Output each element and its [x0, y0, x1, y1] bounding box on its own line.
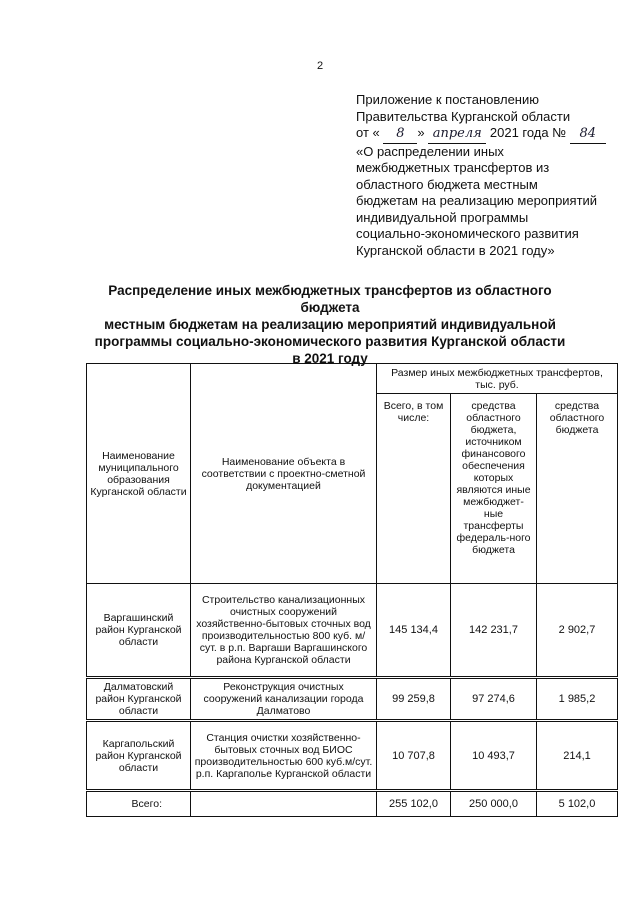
- title-line: Распределение иных межбюджетных трансфертов из областного бюджета: [108, 283, 552, 315]
- table-row: [87, 721, 618, 791]
- federal-cell: 142 231,7: [451, 584, 537, 678]
- totals-regional-cell: 5 102,0: [537, 791, 618, 817]
- regional-cell: 2 902,7: [537, 584, 618, 678]
- header-federal-funds: средства областного бюджета, источником финансового обеспечения которых являются иные межбюджет-ные трансферты федераль-ного бюджета: [451, 394, 537, 584]
- appendix-line: Правительства Курганской области: [356, 108, 571, 124]
- title-line: программы социально-экономического развития Курганской области: [94, 334, 566, 349]
- resolution-title-line: «О распределении иных: [356, 143, 504, 159]
- regional-cell: 1 985,2: [537, 678, 618, 721]
- header-object: Наименование объекта в соответствии с проектно-сметной документацией: [191, 364, 377, 584]
- transfers-table: [86, 363, 618, 817]
- document-title: [80, 282, 580, 367]
- handwritten-number: 84: [570, 126, 606, 144]
- date-prefix: от: [356, 125, 369, 140]
- federal-cell: 97 274,6: [451, 678, 537, 721]
- open-quote: «: [372, 125, 380, 140]
- municipality-cell: Каргапольский район Курганской области: [87, 721, 191, 791]
- totals-object-cell: [191, 791, 377, 817]
- totals-total-cell: 255 102,0: [377, 791, 451, 817]
- header-total: Всего, в том числе:: [377, 394, 451, 584]
- resolution-date-line: [356, 125, 626, 144]
- handwritten-month: апреля: [428, 126, 486, 144]
- federal-cell: 10 493,7: [451, 721, 537, 791]
- resolution-title-line: индивидуальной программы: [356, 209, 529, 225]
- resolution-title-line: бюджетам на реализацию мероприятий: [356, 193, 598, 208]
- appendix-block: [356, 92, 626, 259]
- object-cell: Строительство канализационных очистных сооружений хозяйственно-бытовых сточных вод производительностью 800 куб. м/сут. в р.п. Варгаши Варгашинского района Курганской области: [191, 584, 377, 678]
- table-header-row: [87, 364, 618, 394]
- total-cell: 145 134,4: [377, 584, 451, 678]
- year-text: 2021 года №: [489, 125, 567, 140]
- page-number: 2: [316, 60, 324, 72]
- header-municipality: Наименование муниципального образования Курганской области: [87, 364, 191, 584]
- header-amount-group: Размер иных межбюджетных трансфертов, тыс. руб.: [377, 364, 618, 394]
- municipality-cell: Варгашинский район Курганской области: [87, 584, 191, 678]
- resolution-title-line: областного бюджета местным: [356, 176, 538, 192]
- totals-federal-cell: 250 000,0: [451, 791, 537, 817]
- totals-label: Всего:: [87, 791, 191, 817]
- total-cell: 99 259,8: [377, 678, 451, 721]
- total-cell: 10 707,8: [377, 721, 451, 791]
- object-cell: Станция очистки хозяйственно-бытовых сточных вод БИОС производительностью 600 куб.м/сут. р.п. Каргаполье Курганской области: [191, 721, 377, 791]
- object-cell: Реконструкция очистных сооружений канализации города Далматово: [191, 678, 377, 721]
- header-regional-funds: средства областного бюджета: [537, 394, 618, 584]
- table-row: [87, 678, 618, 721]
- regional-cell: 214,1: [537, 721, 618, 791]
- close-quote: »: [417, 125, 425, 140]
- resolution-title-line: Курганской области в 2021 году»: [356, 242, 555, 258]
- title-line: в 2021 году: [292, 351, 368, 366]
- resolution-title-line: межбюджетных трансфертов из: [356, 160, 550, 175]
- table-row: [87, 584, 618, 678]
- appendix-line: Приложение к постановлению: [356, 92, 539, 107]
- municipality-cell: Далматовский район Курганской области: [87, 678, 191, 721]
- totals-row: [87, 791, 618, 817]
- title-line: местным бюджетам на реализацию мероприятий индивидуальной: [104, 317, 556, 332]
- handwritten-day: 8: [383, 126, 417, 144]
- resolution-title-line: социально-экономического развития: [356, 226, 579, 241]
